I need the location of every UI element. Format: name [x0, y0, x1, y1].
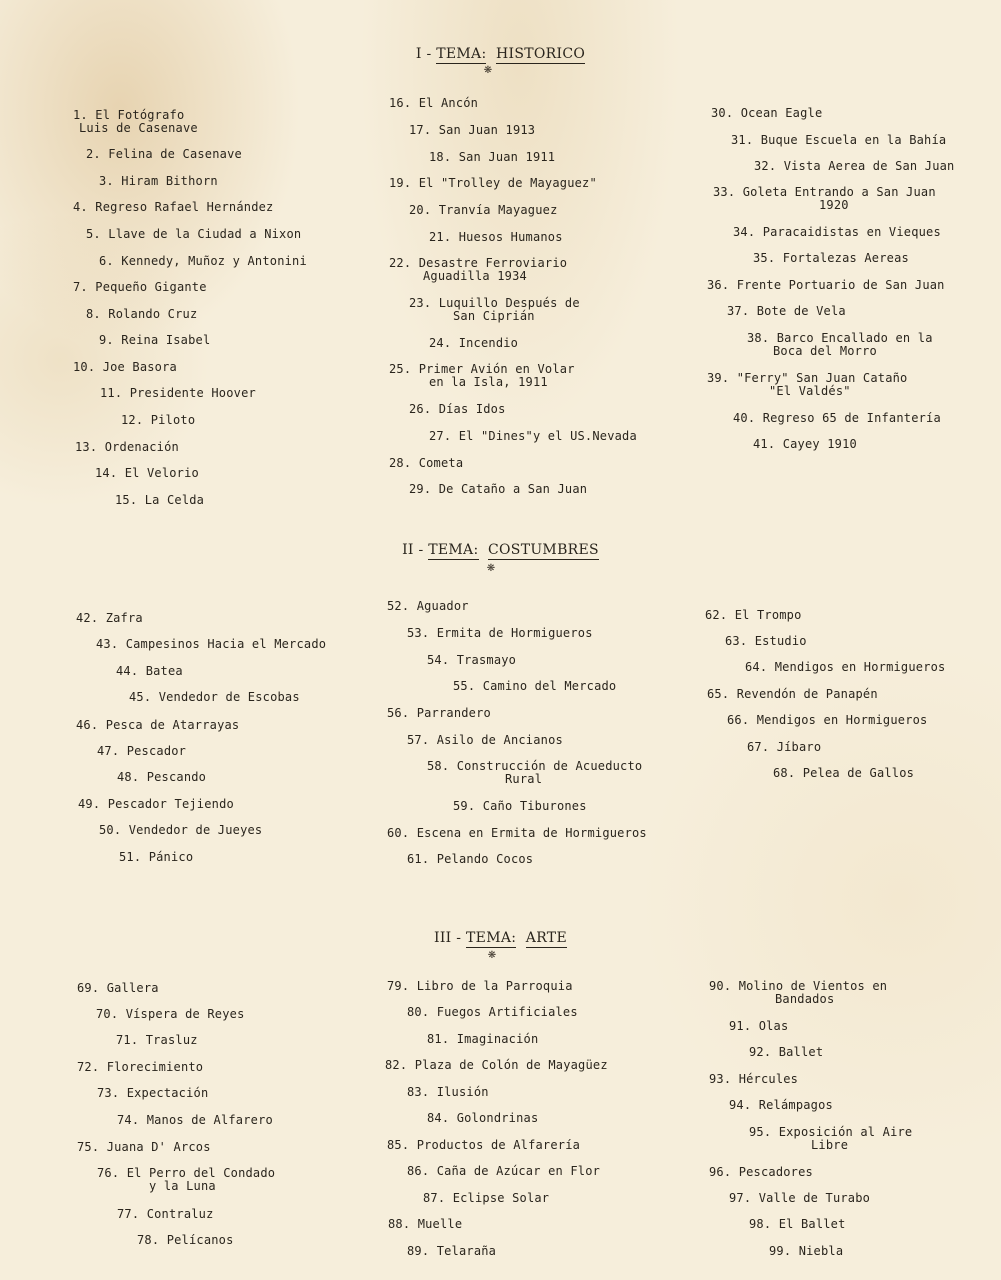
list-item: 72. Florecimiento [77, 1060, 204, 1074]
list-item: 55. Camino del Mercado [453, 679, 617, 693]
list-item: 17. San Juan 1913 [409, 123, 536, 137]
heading-numeral: I [415, 46, 422, 62]
list-item: 45. Vendedor de Escobas [129, 690, 300, 704]
list-item: 63. Estudio [725, 634, 807, 648]
list-item: 66. Mendigos en Hormigueros [727, 713, 928, 727]
list-item: 70. Víspera de Reyes [96, 1007, 245, 1021]
heading-numeral: II [402, 542, 414, 558]
list-item: 46. Pesca de Atarrayas [76, 718, 240, 732]
list-item: 10. Joe Basora [73, 360, 177, 374]
list-item: 92. Ballet [749, 1045, 824, 1059]
list-item: 64. Mendigos en Hormigueros [745, 660, 946, 674]
list-item: 39. "Ferry" San Juan Cataño "El Valdés" [707, 371, 908, 398]
list-item: 33. Goleta Entrando a San Juan 1920 [713, 185, 936, 212]
list-item: 32. Vista Aerea de San Juan [754, 159, 955, 173]
list-item: 57. Asilo de Ancianos [407, 733, 563, 747]
list-item: 7. Pequeño Gigante [73, 280, 207, 294]
list-item: 93. Hércules [709, 1072, 799, 1086]
list-item: 67. Jíbaro [747, 740, 822, 754]
list-item: 82. Plaza de Colón de Mayagüez [385, 1058, 608, 1072]
list-item: 88. Muelle [388, 1217, 463, 1231]
list-item: 91. Olas [729, 1019, 789, 1033]
list-item: 4. Regreso Rafael Hernández [73, 200, 274, 214]
list-item: 74. Manos de Alfarero [117, 1113, 273, 1127]
heading-title: ARTE [525, 930, 567, 946]
ornament-icon: ❋ [483, 65, 493, 76]
heading-tema: TEMA: [466, 930, 517, 946]
list-item: 52. Aguador [387, 599, 469, 613]
list-item: 62. El Trompo [705, 608, 802, 622]
list-item: 27. El "Dines"y el US.Nevada [429, 429, 637, 443]
list-item: 99. Niebla [769, 1244, 844, 1258]
list-item: 48. Pescando [117, 770, 207, 784]
list-item: 73. Expectación [97, 1086, 209, 1100]
list-item: 50. Vendedor de Jueyes [99, 823, 263, 837]
list-item: 90. Molino de Vientos en Bandados [709, 979, 888, 1006]
section-heading: II - TEMA: COSTUMBRES [402, 542, 599, 558]
list-item: 19. El "Trolley de Mayaguez" [389, 176, 597, 190]
list-item: 23. Luquillo Después de San Ciprián [409, 296, 580, 323]
section-heading: III - TEMA: ARTE [434, 930, 567, 946]
list-item: 25. Primer Avión en Volar en la Isla, 1911 [389, 362, 575, 389]
list-item: 65. Revendón de Panapén [707, 687, 878, 701]
heading-title: HISTORICO [496, 46, 586, 62]
ornament-icon: ❋ [487, 950, 497, 961]
list-item: 56. Parrandero [387, 706, 491, 720]
list-item: 15. La Celda [115, 493, 205, 507]
list-item: 24. Incendio [429, 336, 519, 350]
list-item: 31. Buque Escuela en la Bahía [731, 133, 947, 147]
list-item: 53. Ermita de Hormigueros [407, 626, 593, 640]
list-item: 87. Eclipse Solar [423, 1191, 550, 1205]
list-item: 28. Cometa [389, 456, 464, 470]
list-item: 3. Hiram Bithorn [99, 174, 218, 188]
list-item: 6. Kennedy, Muñoz y Antonini [99, 254, 307, 268]
list-item: 85. Productos de Alfarería [387, 1138, 581, 1152]
list-item: 36. Frente Portuario de San Juan [707, 278, 945, 292]
list-item: 34. Paracaidistas en Vieques [733, 225, 941, 239]
list-item: 44. Batea [116, 664, 183, 678]
list-item: 8. Rolando Cruz [86, 307, 198, 321]
list-item: 98. El Ballet [749, 1217, 846, 1231]
list-item: 94. Relámpagos [729, 1098, 833, 1112]
heading-title: COSTUMBRES [488, 542, 599, 558]
list-item: 75. Juana D' Arcos [77, 1140, 211, 1154]
list-item: 20. Tranvía Mayaguez [409, 203, 558, 217]
list-item: 37. Bote de Vela [727, 304, 846, 318]
list-item: 11. Presidente Hoover [100, 386, 256, 400]
list-item: 76. El Perro del Condado y la Luna [97, 1166, 276, 1193]
list-item: 80. Fuegos Artificiales [407, 1005, 578, 1019]
list-item: 78. Pelícanos [137, 1233, 234, 1247]
list-item: 86. Caña de Azúcar en Flor [407, 1164, 601, 1178]
list-item: 43. Campesinos Hacia el Mercado [96, 637, 327, 651]
heading-tema: TEMA: [436, 46, 487, 62]
list-item: 58. Construcción de Acueducto Rural [427, 759, 643, 786]
list-item: 13. Ordenación [75, 440, 179, 454]
list-item: 47. Pescador [97, 744, 187, 758]
list-item: 61. Pelando Cocos [407, 852, 534, 866]
list-item: 38. Barco Encallado en la Boca del Morro [747, 331, 933, 358]
list-item: 81. Imaginación [427, 1032, 539, 1046]
list-item: 29. De Cataño a San Juan [409, 482, 588, 496]
list-item: 21. Huesos Humanos [429, 230, 563, 244]
list-item: 54. Trasmayo [427, 653, 517, 667]
list-item: 97. Valle de Turabo [729, 1191, 871, 1205]
list-item: 16. El Ancón [389, 96, 479, 110]
heading-tema: TEMA: [428, 542, 479, 558]
list-item: 59. Caño Tiburones [453, 799, 587, 813]
list-item: 22. Desastre Ferroviario Aguadilla 1934 [389, 256, 568, 283]
list-item: 83. Ilusión [407, 1085, 489, 1099]
list-item: 77. Contraluz [117, 1207, 214, 1221]
list-item: 60. Escena en Ermita de Hormigueros [387, 826, 647, 840]
list-item: 40. Regreso 65 de Infantería [733, 411, 941, 425]
list-item: 95. Exposición al Aire Libre [749, 1125, 913, 1152]
list-item: 18. San Juan 1911 [429, 150, 556, 164]
list-item: 5. Llave de la Ciudad a Nixon [86, 227, 302, 241]
list-item: 1. El Fotógrafo Luis de Casenave [73, 108, 198, 135]
heading-numeral: III [434, 930, 452, 946]
list-item: 14. El Velorio [95, 466, 199, 480]
list-item: 41. Cayey 1910 [753, 437, 857, 451]
list-item: 68. Pelea de Gallos [773, 766, 915, 780]
list-item: 12. Piloto [121, 413, 196, 427]
list-item: 26. Días Idos [409, 402, 506, 416]
list-item: 89. Telaraña [407, 1244, 497, 1258]
list-item: 49. Pescador Tejiendo [78, 797, 234, 811]
ornament-icon: ❋ [486, 563, 496, 574]
list-item: 69. Gallera [77, 981, 159, 995]
list-item: 2. Felina de Casenave [86, 147, 242, 161]
list-item: 51. Pánico [119, 850, 194, 864]
list-item: 96. Pescadores [709, 1165, 813, 1179]
list-item: 9. Reina Isabel [99, 333, 211, 347]
section-heading: I - TEMA: HISTORICO [415, 46, 586, 62]
list-item: 71. Trasluz [116, 1033, 198, 1047]
list-item: 84. Golondrinas [427, 1111, 539, 1125]
list-item: 30. Ocean Eagle [711, 106, 823, 120]
list-item: 79. Libro de la Parroquia [387, 979, 573, 993]
list-item: 35. Fortalezas Aereas [753, 251, 909, 265]
list-item: 42. Zafra [76, 611, 143, 625]
